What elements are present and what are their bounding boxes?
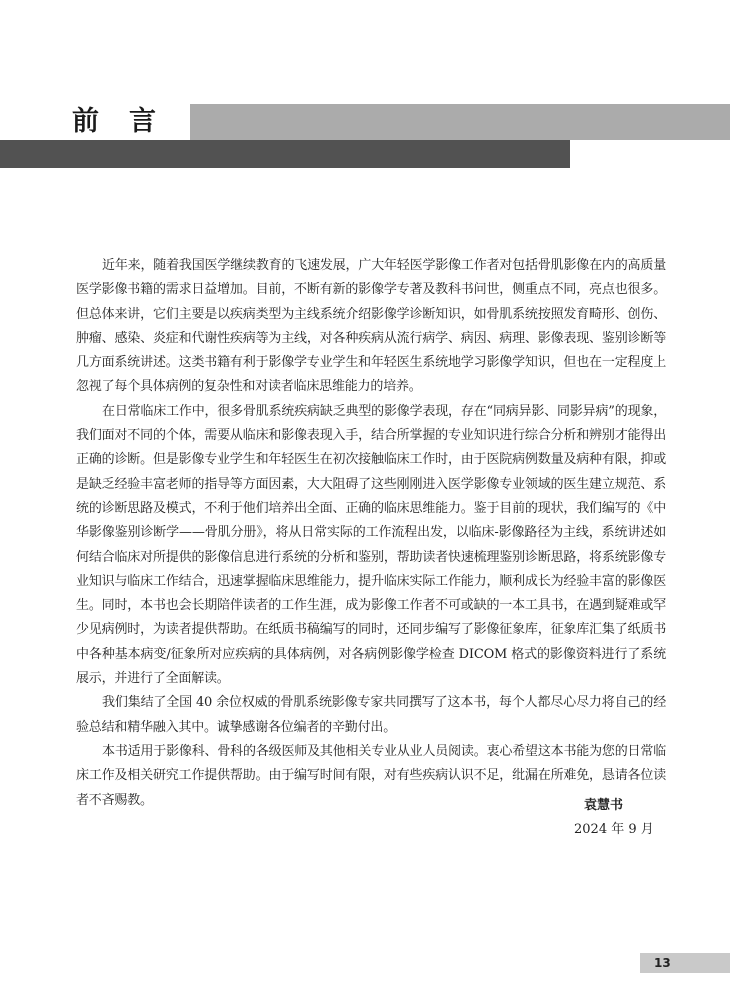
paragraph: 在日常临床工作中，很多骨肌系统疾病缺乏典型的影像学表现，存在“同病异影、同影异病”的现象，我们面对不同的个体，需要从临床和影像表现入手，结合所掌握的专业知识进行综合分析和辨别才能得出正确的诊断。但是影像专业学生和年轻医生在初次接触临床工作时，由于医院病例数量及病种有限，抑或是缺乏经验丰富老师的指导等方面因素，大大阻碍了这些刚刚进入医学影像专业领域的医生建立规范、系统的诊断思路及模式，不利于他们培养出全面、正确的临床思维能力。鉴于目前的现状，我们编写的《中华影像鉴别诊断学——骨肌分册》，将从日常实际的工作流程出发，以临床-影像路径为主线，系统讲述如何结合临床对所提供的影像信息进行系统的分析和鉴别，帮助读者快速梳理鉴别诊断思路，将系统影像专业知识与临床工作结合，迅速掌握临床思维能力，提升临床实际工作能力，顺利成长为经验丰富的影像医生。同时，本书也会长期陪伴读者的工作生涯，成为影像工作者不可或缺的一本工具书，在遇到疑难或罕少见病例时，为读者提供帮助。在纸质书稿编写的同时，还同步编写了影像征象库，征象库汇集了纸质书中各种基本病变/征象所对应疾病的具体病例，对各病例影像学检查 DICOM 格式的影像资料进行了系统展示，并进行了全面解读。 <box>76 403 666 687</box>
header-band-light <box>190 104 730 140</box>
author-signature: 袁慧书 <box>584 798 624 813</box>
page-title: 前言 <box>72 106 186 137</box>
preface-body <box>76 254 666 813</box>
header-band-dark <box>0 140 570 168</box>
signature-date: 2024 年 9 月 <box>574 822 654 837</box>
paragraph: 我们集结了全国 40 余位权威的骨肌系统影像专家共同撰写了这本书，每个人都尽心尽力将自己的经验总结和精华融入其中。诚挚感谢各位编者的辛勤付出。 <box>76 695 666 735</box>
paragraph: 近年来，随着我国医学继续教育的飞速发展，广大年轻医学影像工作者对包括骨肌影像在内的高质量医学影像书籍的需求日益增加。目前，不断有新的影像学专著及教科书问世，侧重点不同，亮点也很多。但总体来讲，它们主要是以疾病类型为主线系统介绍影像学诊断知识，如骨肌系统按照发育畸形、创伤、肿瘤、感染、炎症和代谢性疾病等为主线，对各种疾病从流行病学、病因、病理、影像表现、鉴别诊断等几方面系统讲述。这类书籍有利于影像学专业学生和年轻医生系统地学习影像学知识，但也在一定程度上忽视了每个具体病例的复杂性和对读者临床思维能力的培养。 <box>76 258 666 395</box>
paragraph: 本书适用于影像科、骨科的各级医师及其他相关专业从业人员阅读。衷心希望这本书能为您的日常临床工作及相关研究工作提供帮助。由于编写时间有限，对有些疾病认识不足，纰漏在所难免，恳请各位读者不吝赐教。 <box>76 743 666 808</box>
page-number: 13 <box>654 956 671 970</box>
